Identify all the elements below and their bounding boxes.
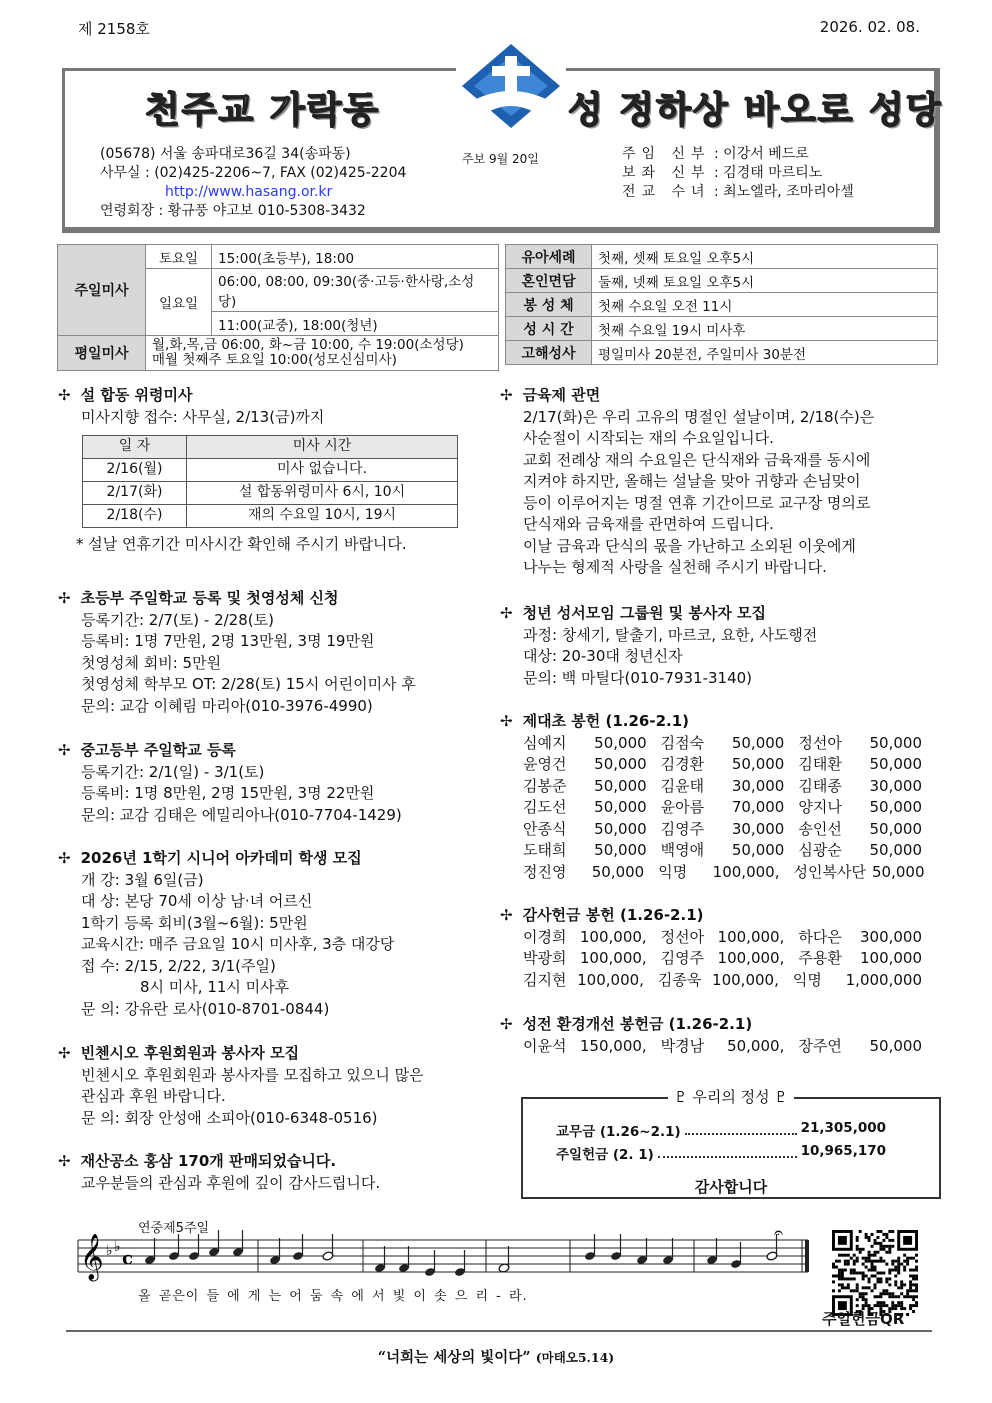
donation-amount: 50,000 [594, 755, 647, 773]
donation-amount: 50,000 [869, 755, 923, 773]
donation-amount: 70,000 [731, 798, 785, 816]
donation-amount: 50,000 [594, 776, 647, 795]
mass-schedule-table: 주일미사 토요일 15:00(초등부), 18:00 일요일 06:00, 08:00, 09:30(중·고등·한사랑,소성당) 11:00(교중), 18:00(청년) 평일미사 월,화,목,금 06:00, 화~금 10:00, 수 19:00(소성당) 매월 첫째주 토요일 10:00(성모신심미사) [57, 244, 499, 371]
bible-verse: “너희는 세상의 빛이다” (마태오5.14) [377, 1349, 615, 1366]
donation-amount: 50,000 [594, 819, 647, 838]
donation-row [500, 754, 936, 776]
offering-title: ♇ 우리의 정성 ♇ [521, 1086, 941, 1107]
donation-amount: 50,000 [594, 841, 647, 859]
notice-youth: ✢ 청년 성서모임 그룹원 및 봉사자 모집 과정: 창세기, 탈출기, 마르코, 요한, 사도행전 대상: 20-30대 청년신자 문의: 백 마틸다(010-7931-3140) [500, 603, 936, 689]
notice-ginseng: ✢ 재산공소 홍삼 170개 판매되었습니다. 교우분들의 관심과 후원에 깊이 감사드립니다. [58, 1151, 488, 1194]
seol-mass-table: 일 자 미사 시간 2/16(월) 미사 없습니다. 2/17(화) 설 합동위령미사 6시, 10시 2/18(수) 재의 수요일 10시, 19시 [82, 435, 458, 528]
notice-vincent: ✢ 빈첸시오 후원회원과 봉사자 모집 빈첸시오 후원회원과 봉사자를 모집하고 있으니 많은 관심과 후원 바랍니다. 문 의: 회장 안성애 소피아(010-6348-0516) [58, 1043, 488, 1129]
hymn-lyrics: 올 곧은이 들 에 게 는 어 둠 속 에 서 빛 이 솟 으 리 - 라. [138, 1289, 528, 1304]
clergy-list [622, 145, 854, 202]
donation-amount: 50,000 [731, 841, 785, 859]
donor-name: 익명 [792, 970, 822, 989]
bulletin-week: 주보 9월 20일 [462, 152, 539, 166]
donor-name: 양지나 [798, 798, 842, 816]
donor-name: 김도선 [523, 798, 567, 816]
svg-text:𝄐: 𝄐 [774, 1228, 783, 1242]
parish-logo-icon [456, 42, 566, 130]
donor-name: 도태희 [523, 841, 567, 859]
donation-row [500, 862, 936, 884]
footer-divider [66, 1330, 932, 1332]
parish-name-right: 성 정하상 바오로 성당 [568, 90, 943, 131]
donation-row [500, 1036, 936, 1058]
notice-thanks-offering: ✢ 감사헌금 봉헌 (1.26-2.1) 이경희 100,000, 정선아 100,000, 하다은 300,000 박광희 100,000, 김영주 100,000, 주용환 100,000 김지현 100,000, 김종욱 100,000, 익명 1,000,000 [500, 905, 936, 991]
svg-text:𝄞: 𝄞 [80, 1234, 104, 1280]
qr-code-icon[interactable] [832, 1230, 918, 1316]
donation-row [500, 970, 936, 992]
notice-seol: ✢ 설 합동 위령미사 미사지향 접수: 사무실, 2/13(금)까지 일 자 미사 시간 2/16(월) 미사 없습니다. 2/17(화) 설 합동위령미사 6시, 10시 2/18(수) 재의 수요일 10시, 19시 * 설날 연휴기간 미사시간 확인해 주시기 바랍니다. [58, 385, 478, 556]
donor-name: 윤아름 [660, 798, 705, 816]
website-link[interactable]: http://www.hasang.or.kr [165, 184, 333, 200]
issue-number: 제 2158호 [78, 20, 150, 38]
donor-name: 김태환 [798, 755, 842, 773]
donation-amount: 100,000, [712, 862, 780, 881]
donation-amount: 100,000, [717, 927, 785, 946]
donation-amount: 30,000 [869, 776, 923, 795]
donor-name: 주용환 [798, 949, 842, 967]
donation-row [500, 819, 936, 841]
issue-date: 2026. 02. 08. [819, 18, 920, 36]
donor-name: 성인복사단 [793, 862, 866, 881]
offering-thanks: 감사합니다 [694, 1178, 768, 1196]
donor-name: 이윤석 [523, 1036, 567, 1055]
donation-amount: 50,000 [869, 841, 923, 859]
address: (05678) 서울 송파대로36길 34(송파동) [100, 146, 351, 162]
donor-name: 박경남 [660, 1036, 705, 1055]
donor-name: 송인선 [798, 819, 842, 838]
sunday-mass-label: 주일미사 [58, 245, 146, 336]
svg-text:♭: ♭ [114, 1239, 121, 1255]
parish-name-left: 천주교 가락동 [145, 90, 381, 131]
donation-amount: 50,000, [727, 1036, 785, 1055]
donation-amount: 100,000, [577, 970, 644, 989]
donor-name: 심예지 [523, 733, 567, 752]
donor-name: 장주연 [798, 1036, 842, 1055]
donation-amount: 100,000, [712, 970, 779, 989]
donation-amount: 50,000 [731, 755, 785, 773]
donor-name: 백영애 [660, 841, 705, 859]
donation-amount: 50,000 [869, 1036, 923, 1055]
parish-contact [100, 145, 406, 221]
donor-name: 심광순 [798, 841, 842, 859]
donation-row [500, 733, 936, 755]
donation-amount: 50,000 [869, 819, 923, 838]
donor-name: 김종욱 [657, 970, 702, 989]
donation-row [500, 776, 936, 798]
notice-senior: ✢ 2026년 1학기 시니어 아카데미 학생 모집 개 강: 3월 6일(금) 대 상: 본당 70세 이상 남·녀 어르신 1학기 등록 회비(3월~6월): 5만원 교육시간: 매주 금요일 10시 미사후, 3층 대강당 접 수: 2/15, 2/22, 3/1(주일) 8시 미사, 11시 미사후 문 의: 강유란 로사(010-8701-0844) [58, 848, 488, 1020]
donation-row [500, 840, 936, 862]
donor-name: 이경희 [523, 927, 567, 946]
donation-amount: 50,000 [731, 733, 785, 752]
notice-candle-offering: ✢ 제대초 봉헌 (1.26-2.1) 심예지 50,000 김점숙 50,000 정선아 50,000 윤영건 50,000 김경환 50,000 김태환 50,000 김봉준 50,000 김윤태 30,000 김태종 30,000 김도선 50,000 윤아름 70,000 양지나 50,000 안종식 50,000 김영주 30,000 송인선 50,000 도태희 50,000 백영애 50,000 심광순 50,000 정진영 50,000 익명 100,000, 성인복사단 50,000 [500, 711, 936, 883]
donor-name: 김지현 [523, 970, 567, 989]
council-contact: 연령회장 : 황규풍 야고보 010-5308-3432 [100, 203, 366, 219]
offering-line: 교무금 (1.26~2.1) 21,305,000 [556, 1120, 886, 1140]
notice-middle: ✢ 중고등부 주일학교 등록 등록기간: 2/1(일) - 3/1(토) 등록비: 1명 8만원, 2명 15만원, 3명 22만원 문의: 교감 김태은 에밀리아나(010-7704-1429) [58, 740, 488, 826]
donor-name: 김영주 [660, 819, 705, 838]
donation-row [500, 948, 936, 970]
donation-amount: 50,000 [869, 733, 923, 752]
donation-amount: 100,000, [717, 949, 785, 967]
donor-name: 김봉준 [523, 776, 567, 795]
donation-amount: 50,000 [594, 798, 647, 816]
donation-amount: 30,000 [731, 819, 785, 838]
donation-amount: 50,000 [591, 862, 645, 881]
donor-name: 정진영 [523, 862, 567, 881]
weekday-mass-label: 평일미사 [58, 336, 146, 371]
notice-fasting: ✢ 금육제 관면 2/17(화)은 우리 고유의 명절인 설날이며, 2/18(수)은 사순절이 시작되는 재의 수요일입니다. 교회 전례상 재의 수요일은 단식재와 금육재를 동시에 지켜야 하지만, 올해는 설날을 맞아 귀향과 손님맞이 등이 이루어지는 명절 연휴 기간이므로 교구장 명의로 단식재와 금육재를 관면하여 드립니다. 이날 금육과 단식의 몫을 가난하고 소외된 이웃에게 나누는 형제적 사랑을 실천해 주시기 바랍니다. [500, 385, 936, 579]
donation-amount: 300,000 [859, 927, 923, 946]
donation-row [500, 797, 936, 819]
donation-amount: 30,000 [731, 776, 785, 795]
donation-amount: 100,000, [579, 949, 647, 967]
clergy-row: 보좌 신부 : 김경태 마르티노 [622, 165, 823, 181]
donor-name: 하다은 [798, 927, 842, 946]
svg-text:c: c [122, 1248, 133, 1269]
donation-amount: 100,000 [859, 949, 923, 967]
donor-name: 정선아 [660, 927, 705, 946]
donation-amount: 50,000 [872, 862, 925, 881]
donation-amount: 1,000,000 [845, 970, 922, 989]
donor-name: 안종식 [523, 819, 567, 838]
donation-amount: 150,000, [579, 1036, 647, 1055]
offering-line: 주일헌금 (2. 1) 10,965,170 [556, 1143, 886, 1163]
donor-name: 김영주 [660, 949, 705, 967]
office-phone: 사무실 : (02)425-2206~7, FAX (02)425-2204 [100, 165, 407, 181]
notice-env-offering: ✢ 성전 환경개선 봉헌금 (1.26-2.1) 이윤석 150,000, 박경남 50,000, 장주연 50,000 [500, 1014, 936, 1057]
clergy-row: 주임 신부 : 이강서 베드로 [622, 146, 809, 162]
donation-amount: 50,000 [594, 733, 647, 752]
sacrament-schedule-table: 유아세례 첫째, 셋째 토요일 오후5시 혼인면담 둘째, 넷째 토요일 오후5시 봉 성 체 첫째 수요일 오전 11시 성 시 간 첫째 수요일 19시 미사후 고해성사 평일미사 20분전, 주일미사 30분전 [505, 244, 938, 365]
donor-name: 윤영건 [523, 755, 567, 773]
donor-name: 김점숙 [660, 733, 705, 752]
donor-name: 김태종 [798, 776, 842, 795]
donation-row [500, 927, 936, 949]
donor-name: 김경환 [660, 755, 705, 773]
donor-name: 정선아 [798, 733, 842, 752]
hymn-title: 연중제5주일 [138, 1221, 210, 1236]
donation-amount: 100,000, [579, 927, 647, 946]
svg-text:♭: ♭ [106, 1243, 113, 1259]
clergy-row: 전교 수녀 : 최노엘라, 조마리아셀 [622, 184, 854, 200]
notice-elementary: ✢ 초등부 주일학교 등록 및 첫영성체 신청 등록기간: 2/7(토) - 2/28(토) 등록비: 1명 7만원, 2명 13만원, 3명 19만원 첫영성체 회비: 5만원 첫영성체 학부모 OT: 2/28(토) 15시 어린이미사 후 문의: 교감 이혜림 마리아(010-3976-4990) [58, 588, 488, 717]
donor-name: 박광희 [523, 949, 567, 967]
donor-name: 익명 [658, 862, 688, 881]
donor-name: 김윤태 [660, 776, 705, 795]
music-staff [72, 1228, 814, 1288]
donation-amount: 50,000 [869, 798, 923, 816]
qr-label: 주일헌금QR [822, 1310, 905, 1328]
